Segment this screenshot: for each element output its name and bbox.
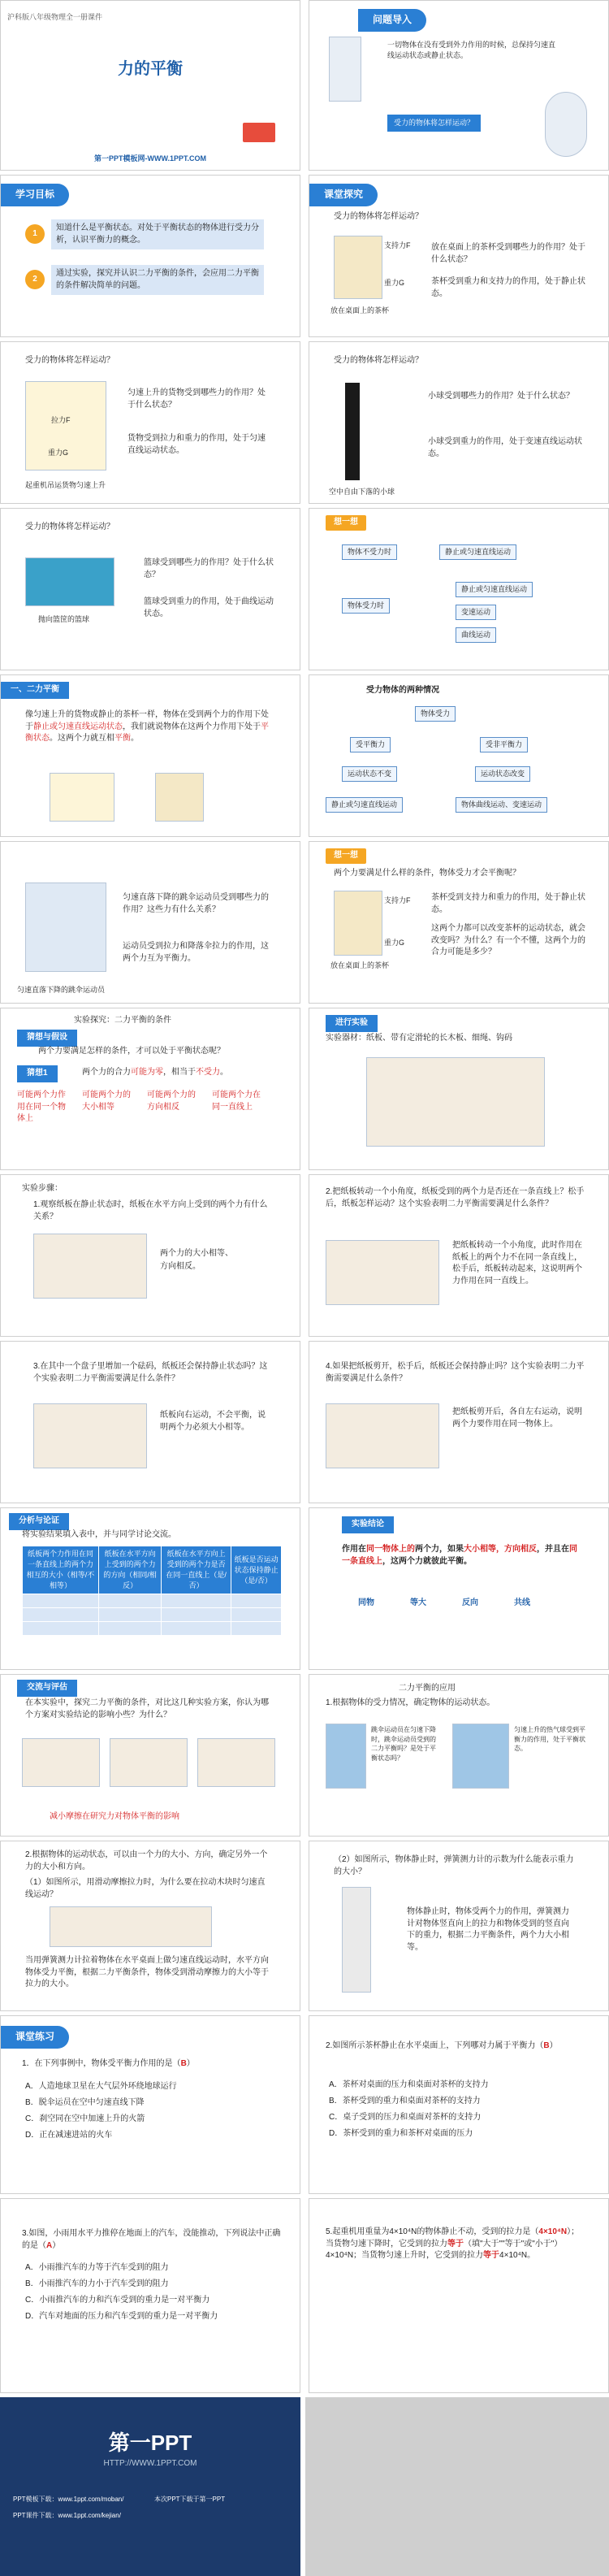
slide-practice-5 <box>309 2198 609 2393</box>
slide-step-1 <box>0 1174 300 1337</box>
crane-q: 匀速上升的货物受到哪些力的作用？处于什么状态？ <box>127 388 266 410</box>
section-tag: 一、二力平衡 <box>1 682 69 699</box>
cup-a: 茶杯受到重力和支持力的作用，处于静止状态。 <box>431 277 585 298</box>
evaluation-tag: 交流与评估 <box>17 1680 77 1697</box>
ball-a: 小球受到重力的作用，处于变速直线运动状态。 <box>428 437 582 458</box>
step-1-r2: 方向相反。 <box>160 1262 201 1271</box>
slide-title <box>0 0 300 171</box>
node-balanced-state: 运动状态不变 <box>342 766 397 782</box>
crane-thumb <box>50 773 114 822</box>
cup-image <box>334 236 382 299</box>
col-2: 纸板在水平方向上受到的两个力的方向（相同/相反） <box>99 1546 162 1594</box>
option-c: C．小雨推汽车的力和汽车受到的重力是一对平衡力 <box>25 2296 210 2305</box>
hypothesis-tag: 猜想与假设 <box>17 1030 77 1047</box>
step-4: 4.如果把纸板剪开，松手后，纸板还会保持静止吗？这个实验表明二力平衡需要满足什么条件？ <box>326 1362 585 1383</box>
series-label: 沪科版八年级物理全一册课件 <box>7 13 103 21</box>
footer-link-3[interactable]: PPT课件下载：www.1ppt.com/kejian/ <box>13 2512 121 2519</box>
node-root: 物体受力 <box>415 706 456 722</box>
slide-spring-scale <box>309 1841 609 2011</box>
step-3-r: 纸板向右运动，不会平衡，说明两个力必须大小相等。 <box>160 1411 266 1432</box>
slide-two-cases <box>309 674 609 837</box>
goal-1-badge: 1 <box>25 224 45 244</box>
slide-hypothesis <box>0 1008 300 1170</box>
step-1-image <box>33 1234 147 1299</box>
guess-c2: 可能两个力的大小相等 <box>82 1091 131 1112</box>
cup-thumb <box>155 773 204 822</box>
conclusion-text: 作用在同一物体上的两个力，如果大小相等，方向相反，并且在同一条直线上，这两个力就彼此平衡。 <box>342 1545 577 1566</box>
plan-b-image <box>110 1738 188 1787</box>
step-4-r: 把纸板剪开后，各自左右运动，说明两个力要作用在同一物体上。 <box>452 1407 582 1429</box>
basketball-a: 篮球受到重力的作用，处于曲线运动状态。 <box>144 597 274 618</box>
slide-step-2 <box>309 1174 609 1337</box>
practice-5-q: 5.起重机用重量为4×10⁴N的物体静止不动，受到的拉力是（4×10⁴N）；当货物匀速下降时，它受到的拉力等于（填"大于""等于"或"小于"）4×10⁴N；当货物匀速上升时，它受到的拉力等于4×10⁴N。 <box>326 2227 580 2260</box>
slide-step-3 <box>0 1341 300 1503</box>
section-tag: 学习目标 <box>1 184 69 206</box>
option-a: A．人造地球卫星在大气层外环绕地球运行 <box>25 2082 177 2091</box>
slide-practice-2 <box>309 2015 609 2194</box>
evaluation-text: 在本实验中，探究二力平衡的条件，对比这几种实验方案，你认为哪个方案对实验结论的影响小些？为什么？ <box>25 1698 269 1720</box>
equipment: 实验器材：纸板、带有定滑轮的长木板、细绳、钩码 <box>326 1034 512 1043</box>
cup-caption: 放在桌面上的茶杯 <box>330 306 390 314</box>
keyword-2: 等大 <box>410 1598 426 1607</box>
blank-panel <box>305 2397 609 2576</box>
books-illustration <box>243 123 275 142</box>
slide-analysis <box>0 1507 300 1670</box>
col-1: 纸板两个力作用在同一条直线上的两个力相互的大小（相等/不相等） <box>23 1546 99 1594</box>
definition: 像匀速上升的货物或静止的茶杯一样，物体在受到两个力的作用下处于静止或匀速直线运动状态，我们就说物体在这两个力作用下处于平衡状态。这两个力就互相平衡。 <box>25 710 269 743</box>
option-a: A．小雨推汽车的力等于汽车受到的阻力 <box>25 2263 169 2272</box>
slide-ball-fall <box>309 341 609 504</box>
application-title: 二力平衡的应用 <box>399 1684 456 1693</box>
basketball-caption: 抛向篮筐的篮球 <box>38 615 90 623</box>
think-a2: 这两个力都可以改变茶杯的运动状态，就会改变吗？为什么？有一个不懂，这两个力的合力可能是多少？ <box>431 924 585 956</box>
ball-q: 小球受到哪些力的作用？处于什么状态？ <box>428 392 574 401</box>
node-unbalanced: 受非平衡力 <box>480 737 528 752</box>
node-balanced-motion: 静止或匀速直线运动 <box>326 797 403 813</box>
parachute-image <box>25 883 106 972</box>
basketball-image <box>25 557 114 606</box>
slide-crane <box>0 341 300 504</box>
col-4: 纸板是否运动状态保持静止（是/否） <box>231 1546 282 1594</box>
friction-image <box>50 1906 212 1947</box>
footer-logo: 第一PPT <box>108 2431 192 2455</box>
slide-think-2 <box>309 841 609 1004</box>
parachute-caption: 匀速直落下降的跳伞运动员 <box>17 986 106 994</box>
keyword-1: 同物 <box>358 1598 374 1607</box>
ball-caption: 空中自由下落的小球 <box>329 488 395 496</box>
option-b: B．小雨推汽车的力小于汽车受到的阻力 <box>25 2279 169 2288</box>
option-c: C．刹空同在空中加速上升的火箭 <box>25 2114 145 2123</box>
step-2-r: 把纸板转动一个小角度，此时作用在纸板上的两个力不在同一条直线上，松手后，纸板转动起来，这说明两个力作用在同一直线上。 <box>452 1241 582 1286</box>
parachute-q: 匀速直落下降的跳伞运动员受到哪些力的作用？这些力有什么关系？ <box>123 893 269 914</box>
step-4-image <box>326 1403 439 1468</box>
think-a1: 茶杯受到支持力和重力的作用，处于静止状态。 <box>431 893 585 914</box>
basketball-q: 篮球受到哪些力的作用？处于什么状态？ <box>144 558 274 579</box>
page-title: 力的平衡 <box>118 60 183 78</box>
slide-step-4 <box>309 1341 609 1503</box>
keyword-3: 反向 <box>462 1598 478 1607</box>
gravity-label: 重力G <box>48 449 69 457</box>
application-2-q: （1）如图所示，用滑动摩擦拉力时，为什么要在拉动木块时匀速直线运动？ <box>25 1878 266 1899</box>
node-unbalanced-motion: 物体曲线运动、变速运动 <box>456 797 547 813</box>
footer-link-1[interactable]: PPT模板下载：www.1ppt.com/moban/ <box>13 2496 124 2503</box>
guess-c1: 可能两个力作用在同一个物体上 <box>17 1091 66 1123</box>
support-force-label: 支持力F <box>384 241 411 249</box>
col-3: 纸板在水平方向上受到的两个力是否在同一直线上（是/否） <box>162 1546 231 1594</box>
result-table <box>22 1546 282 1636</box>
hypothesis-q: 两个力要满足怎样的条件，才可以处于平衡状态呢？ <box>38 1047 225 1056</box>
option-d: D．汽车对地面的压力和汽车受到的重力是一对平衡力 <box>25 2312 218 2321</box>
cup-image <box>334 891 382 956</box>
site-label: 第一PPT模板网-WWW.1PPT.COM <box>94 154 206 163</box>
conclusion-tag: 实验结论 <box>342 1516 394 1533</box>
slide-practice-1 <box>0 2015 300 2194</box>
slide-think-1 <box>309 508 609 670</box>
goal-1: 知道什么是平衡状态。对处于平衡状态的物体进行受力分析，认识平衡力的概念。 <box>51 219 264 249</box>
slide-application-1 <box>309 1674 609 1837</box>
diagram-title: 受力物体的两种情况 <box>366 686 439 695</box>
node-no-force: 物体不受力时 <box>342 544 397 560</box>
cup-q: 放在桌面上的茶杯受到哪些力的作用？处于什么状态？ <box>431 243 585 264</box>
option-d: D．茶杯受到的重力和茶杯对桌面的压力 <box>329 2129 473 2138</box>
node-force-c: 曲线运动 <box>456 627 496 643</box>
slide-conclusion <box>309 1507 609 1670</box>
step-2: 2.把纸板转动一个小角度，纸板受到的两个力是否还在一条直线上？松手后，纸板怎样运动？这个实验表明二力平衡需要满足什么条件？ <box>326 1187 585 1208</box>
slide-application-2 <box>0 1841 300 2011</box>
guess-c3: 可能两个力的方向相反 <box>147 1091 196 1112</box>
balloon-photo <box>452 1724 509 1789</box>
step-2-image <box>326 1240 439 1305</box>
footer-link-2: 本次PPT下载于第一PPT <box>154 2496 226 2503</box>
application-1: 1.根据物体的受力情况，确定物体的运动状态。 <box>326 1698 495 1707</box>
node-force-b: 变速运动 <box>456 605 496 620</box>
analysis-tag: 分析与论证 <box>9 1513 69 1530</box>
think-tag: 想一想 <box>326 848 366 864</box>
gravity-label: 重力G <box>384 939 405 947</box>
spring-scale-image <box>342 1887 371 1993</box>
think-question: 两个力要满足什么样的条件，物体受力才会平衡呢？ <box>334 869 520 878</box>
apparatus-image <box>366 1057 545 1147</box>
practice-tag: 课堂练习 <box>1 2026 69 2048</box>
guess-tag: 猜想1 <box>17 1065 58 1082</box>
node-force-a: 静止或匀速直线运动 <box>456 582 533 597</box>
crane-caption: 起重机吊运货物匀速上升 <box>25 481 106 489</box>
case-1: 跳伞运动员在匀速下降时，跳伞运动员受到的二力平衡吗？是处于平衡状态吗？ <box>371 1726 436 1762</box>
girl-illustration <box>545 92 587 157</box>
node-no-force-result: 静止或匀速直线运动 <box>439 544 516 560</box>
slide-basketball <box>0 508 300 670</box>
guess-c4: 可能两个力在同一直线上 <box>212 1091 261 1112</box>
slide-experiment <box>309 1008 609 1170</box>
option-b: B．茶杯受到的重力和桌面对茶杯的支持力 <box>329 2097 481 2105</box>
footer-panel <box>0 2397 300 2576</box>
think-tag: 想一想 <box>326 515 366 531</box>
question: 受力的物体将怎样运动？ <box>25 523 114 531</box>
spring-q: （2）如图所示，物体静止时，弹簧测力计的示数为什么能表示重力的大小？ <box>334 1855 574 1876</box>
parachute-photo <box>326 1724 366 1789</box>
step-3: 3.在其中一个盘子里增加一个砝码，纸板还会保持静止状态吗？这个实验表明二力平衡需要满足什么条件？ <box>33 1362 268 1383</box>
footer-url[interactable]: HTTP://WWW.1PPT.COM <box>103 2459 197 2468</box>
practice-2-q: 2.如图所示茶杯静止在水平桌面上，下列哪对力属于平衡力（B） <box>326 2041 558 2050</box>
question: 受力的物体将怎样运动？ <box>25 356 114 365</box>
experiment-title: 实验探究：二力平衡的条件 <box>74 1016 171 1025</box>
section-tag: 问题导入 <box>358 9 426 31</box>
spring-a: 物体静止时，物体受两个力的作用，弹簧测力计对物体竖直向上的拉力和物体受到的竖直向下的重力，根据二力平衡条件，两个力大小相等。 <box>407 1907 569 1952</box>
step-1-r1: 两个力的大小相等、 <box>160 1249 233 1258</box>
slide-intro <box>309 0 609 171</box>
plan-a-image <box>22 1738 100 1787</box>
slide-goals <box>0 175 300 337</box>
analysis-text: 将实验结果填入表中，并与同学讨论交流。 <box>22 1530 176 1539</box>
slide-practice-3 <box>0 2198 300 2393</box>
steps-title: 实验步骤： <box>22 1184 63 1193</box>
node-unbalanced-state: 运动状态改变 <box>475 766 530 782</box>
option-c: C．桌子受到的压力和桌面对茶杯的支持力 <box>329 2113 482 2122</box>
practice-1-q: 1．在下列事例中，物体受平衡力作用的是（B） <box>22 2059 195 2068</box>
pull-force-label: 拉力F <box>51 416 71 424</box>
goal-2: 通过实验，探究并认识二力平衡的条件，会应用二力平衡的条件解决简单的问题。 <box>51 265 264 295</box>
option-b: B．脱伞运员在空中匀速直线下降 <box>25 2098 145 2107</box>
option-d: D．正在减速进站的火车 <box>25 2131 113 2140</box>
intro-text: 一切物体在没有受到外力作用的时候，总保持匀速直线运动状态或静止状态。 <box>387 41 556 60</box>
question: 受力的物体将怎样运动？ <box>334 212 423 221</box>
evaluation-note: 减小摩擦在研究力对物体平衡的影响 <box>50 1812 179 1821</box>
section-tag: 课堂探究 <box>309 184 378 206</box>
application-2-a: 当用弹簧测力计拉着物体在水平桌面上做匀速直线运动时，水平方向物体受力平衡，根据二力平衡条件，物体受到滑动摩擦力的大小等于拉力的大小。 <box>25 1956 269 1988</box>
option-a: A．茶杯对桌面的压力和桌面对茶杯的支持力 <box>329 2080 489 2089</box>
crane-a: 货物受到拉力和重力的作用，处于匀速直线运动状态。 <box>127 434 266 455</box>
case-2: 匀速上升的热气球受到平衡力的作用，处于平衡状态。 <box>514 1726 585 1753</box>
experiment-tag: 进行实验 <box>326 1015 378 1032</box>
node-balanced: 受平衡力 <box>350 737 391 752</box>
slide-two-force <box>0 674 300 837</box>
practice-3-q: 3.如图，小雨用水平力推停在地面上的汽车，没能推动，下列说法中正确的是（A） <box>22 2229 281 2250</box>
gravity-label: 重力G <box>384 279 405 287</box>
step-1: 1.观察纸板在静止状态时，纸板在水平方向上受到的两个力有什么关系？ <box>33 1200 268 1221</box>
application-2: 2.根据物体的运动状态，可以由一个力的大小、方向，确定另外一个力的大小和方向。 <box>25 1850 268 1871</box>
parachute-a: 运动员受到拉力和降落伞拉力的作用，这两个力互为平衡力。 <box>123 942 269 963</box>
question: 受力的物体将怎样运动？ <box>334 356 423 365</box>
keyword-4: 共线 <box>514 1598 530 1607</box>
slide-evaluation <box>0 1674 300 1837</box>
falling-ball-image <box>345 383 360 480</box>
cup-caption: 放在桌面上的茶杯 <box>330 961 390 969</box>
slide-parachute <box>0 841 300 1004</box>
newton-portrait <box>329 37 361 102</box>
support-force-label: 支持力F <box>384 896 411 904</box>
step-3-image <box>33 1403 147 1468</box>
slide-explore-cup <box>309 175 609 337</box>
intro-question: 受力的物体将怎样运动？ <box>387 115 481 132</box>
plan-c-image <box>197 1738 275 1787</box>
goal-2-badge: 2 <box>25 270 45 289</box>
guess-1: 两个力的合力可能为零，相当于不受力。 <box>82 1068 228 1077</box>
node-force: 物体受力时 <box>342 598 390 614</box>
